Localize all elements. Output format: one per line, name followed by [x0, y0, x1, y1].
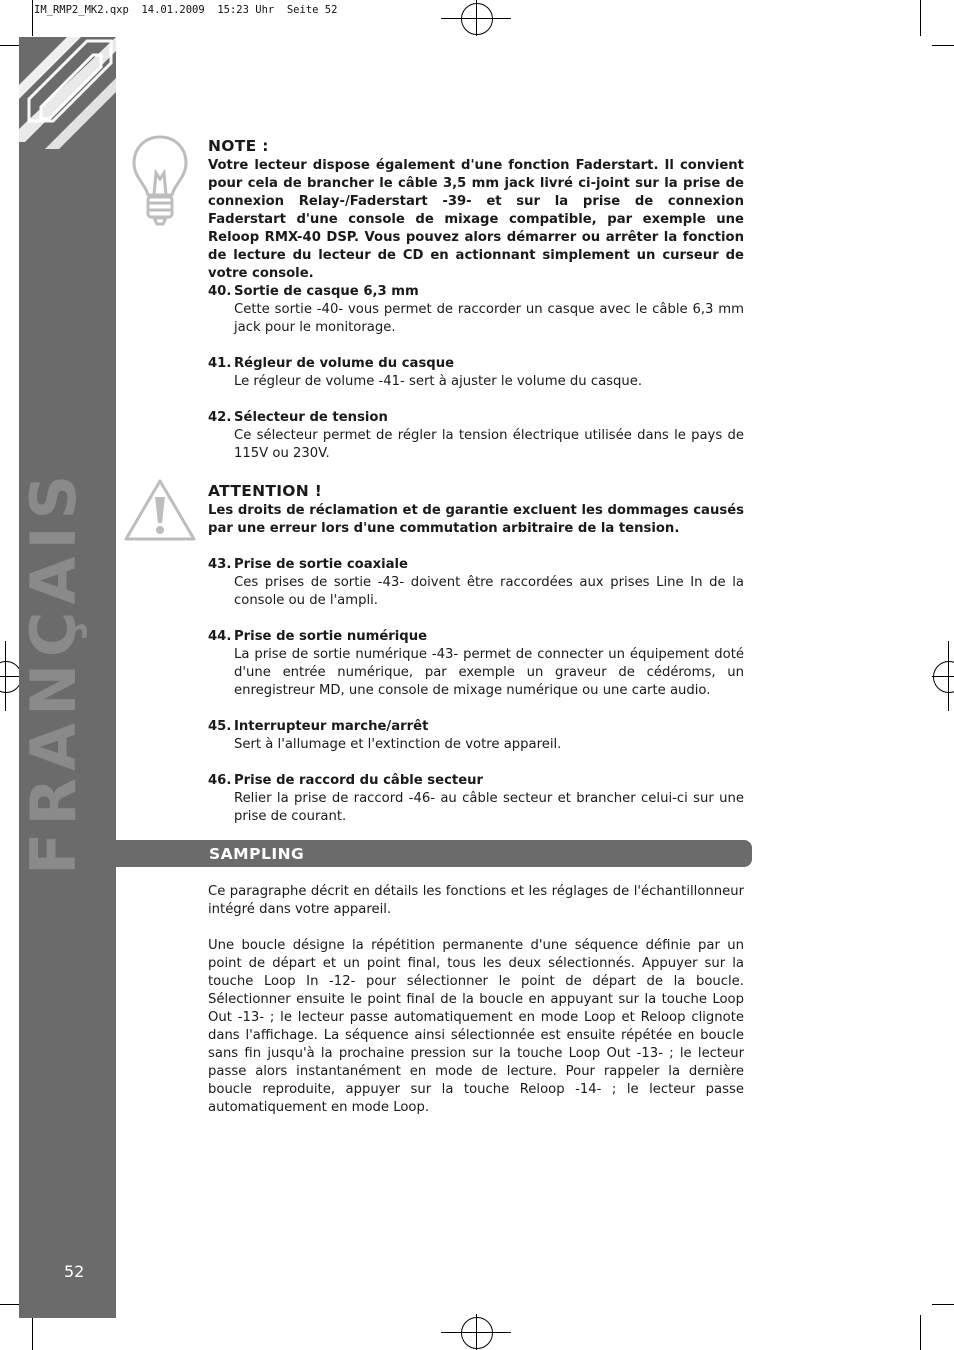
- list-item: [208, 556, 744, 610]
- note-block: [208, 137, 744, 283]
- item-description: Cette sortie -40- vous permet de raccorder un casque avec le câble 6,3 mm jack pour le monitorage.: [234, 302, 744, 335]
- item-number: 41.: [208, 356, 232, 371]
- item-number: 44.: [208, 629, 232, 644]
- list-item: [208, 718, 744, 754]
- item-description: Sert à l'allumage et l'extinction de votre appareil.: [234, 737, 562, 752]
- page-number: 52: [64, 1262, 85, 1281]
- note-text: Votre lecteur dispose également d'une fonction Faderstart. Il convient pour cela de brancher le câble 3,5 mm jack livré ci-joint sur la prise de connexion Relay-/Faderstart -39- et sur la prise de connexion Faderstart d'une console de mixage compatible, par exemple une Reloop RMX-40 DSP. Vous pouvez alors démarrer ou arrêter la fonction de lecture du lecteur de CD en actionnant simplement un curseur de votre console.: [208, 158, 744, 281]
- item-title: Prise de raccord du câble secteur: [234, 773, 484, 788]
- item-number: 40.: [208, 284, 232, 299]
- crop-mark: [32, 0, 33, 36]
- list-item: [208, 283, 744, 337]
- list-item: [208, 409, 744, 463]
- crop-mark: [0, 45, 20, 46]
- language-sidebar: [19, 37, 116, 1318]
- brand-logo-icon: [19, 37, 116, 162]
- items-list-b: [208, 556, 744, 826]
- lightbulb-icon: [130, 133, 190, 228]
- crop-mark: [0, 1304, 20, 1305]
- crop-mark: [920, 0, 921, 36]
- item-title: Interrupteur marche/arrêt: [234, 719, 429, 734]
- section-header-band: [116, 840, 752, 867]
- crop-mark: [32, 1315, 33, 1350]
- note-heading: NOTE :: [208, 137, 269, 155]
- attention-block: [208, 482, 744, 538]
- crop-mark: [932, 45, 954, 46]
- items-list-a: [208, 283, 744, 463]
- sampling-loop-description: Une boucle désigne la répétition permanente d'une séquence définie par un point de départ et un point final, tous les deux sélectionnés. Appuyer sur la touche Loop In -12- pour sélectionner le point de départ de la boucle. Sélectionner ensuite le point final de la boucle en appuyant sur la touche Loop Out -13- ; le lecteur passe automatiquement en mode Loop et Reloop clignote dans l'affichage. La séquence ainsi sélectionnée est ensuite répétée en boucle sans fin jusqu'à la prochaine pression sur la touche Loop Out -13- ; le lecteur passe alors instantanément en mode de lecture. Pour rappeler la dernière boucle reproduite, appuyer sur la touche Reloop -14- ; le lecteur passe automatiquement en mode Loop.: [208, 938, 744, 1115]
- item-description: Ce sélecteur permet de régler la tension électrique utilisée dans le pays de 115V ou 230V.: [234, 428, 744, 461]
- sampling-intro: Ce paragraphe décrit en détails les fonctions et les réglages de l'échantillonneur intégré dans votre appareil.: [208, 884, 744, 917]
- list-item: [208, 628, 744, 700]
- item-description: Relier la prise de raccord -46- au câble secteur et brancher celui-ci sur une prise de courant.: [234, 791, 744, 824]
- item-number: 45.: [208, 719, 232, 734]
- sampling-heading: SAMPLING: [209, 845, 305, 863]
- attention-text: Les droits de réclamation et de garantie excluent les dommages causés par une erreur lors d'une commutation arbitraire de la tension.: [208, 503, 744, 536]
- item-description: Le régleur de volume -41- sert à ajuster le volume du casque.: [234, 374, 643, 389]
- item-number: 46.: [208, 773, 232, 788]
- item-number: 42.: [208, 410, 232, 425]
- item-number: 43.: [208, 557, 232, 572]
- item-title: Prise de sortie numérique: [234, 629, 428, 644]
- item-title: Prise de sortie coaxiale: [234, 557, 408, 572]
- item-description: La prise de sortie numérique -43- permet de connecter un équipement doté d'une entrée numérique, par exemple un graveur de cédéroms, un enregistreur MD, une console de mixage numérique ou une carte audio.: [234, 647, 744, 698]
- item-title: Régleur de volume du casque: [234, 356, 455, 371]
- item-title: Sortie de casque 6,3 mm: [234, 284, 419, 299]
- print-slug: IM_RMP2_MK2.qxp 14.01.2009 15:23 Uhr Seite 52: [34, 4, 338, 16]
- sidebar-language-label: FRANÇAIS: [17, 467, 90, 875]
- sampling-section: [208, 883, 744, 1117]
- item-description: Ces prises de sortie -43- doivent être raccordées aux prises Line In de la console ou de l'ampli.: [234, 575, 744, 608]
- item-title: Sélecteur de tension: [234, 410, 388, 425]
- warning-icon: [122, 477, 198, 545]
- list-item: [208, 772, 744, 826]
- crop-mark: [932, 1304, 954, 1305]
- list-item: [208, 355, 744, 391]
- attention-heading: ATTENTION !: [208, 482, 323, 500]
- crop-mark: [920, 1315, 921, 1350]
